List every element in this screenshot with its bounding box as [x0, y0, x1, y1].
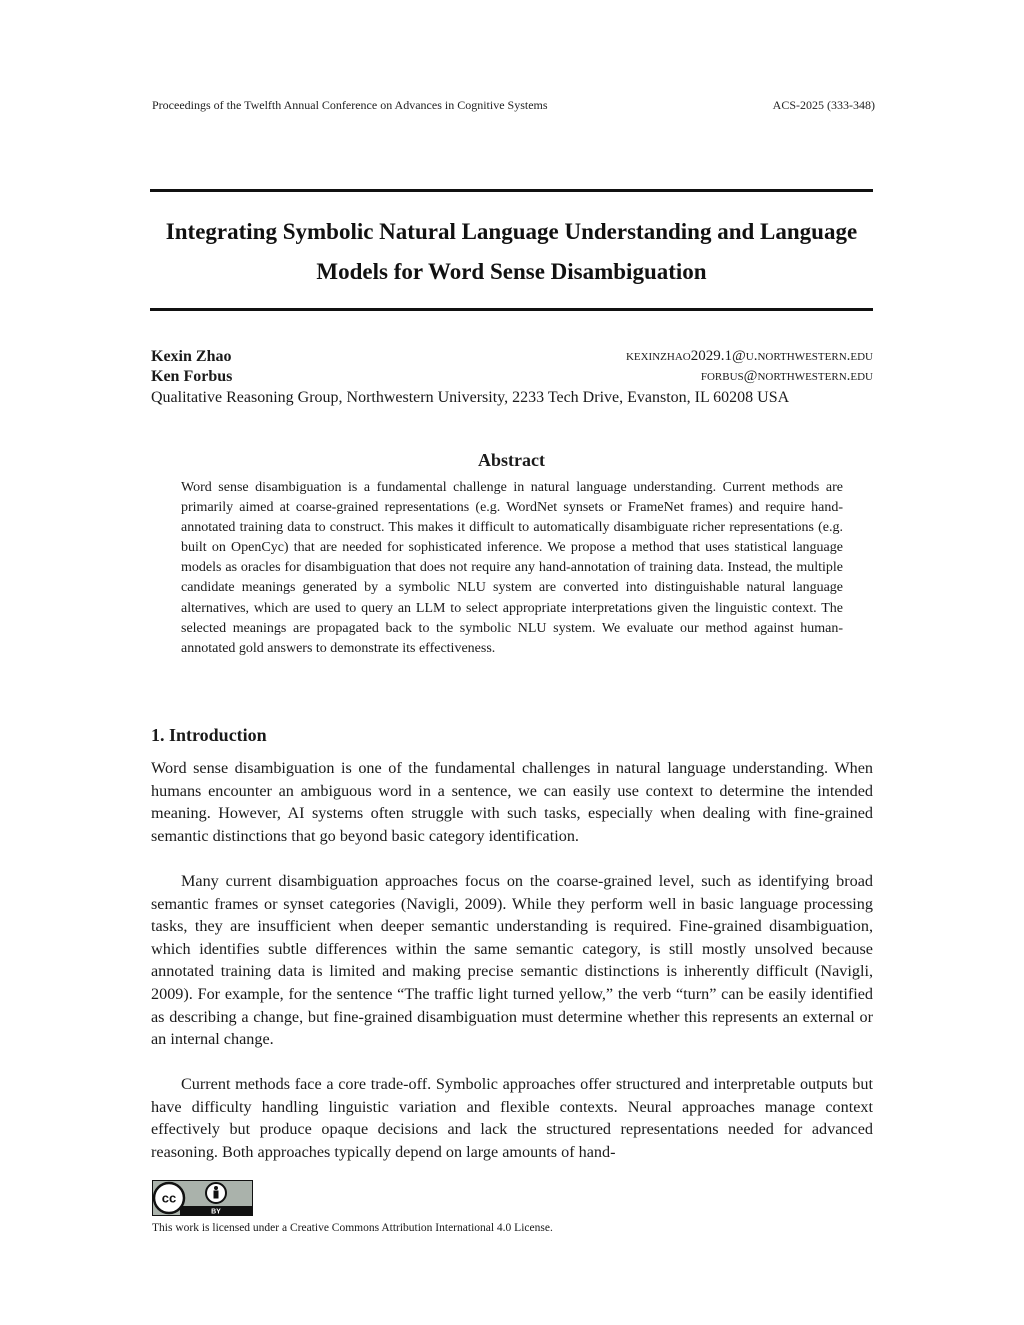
- author-row: [151, 368, 873, 389]
- author-email[interactable]: forbus@northwestern.edu: [700, 368, 873, 384]
- running-header-right: ACS-2025 (333-348): [772, 98, 875, 112]
- cc-by-license-icon[interactable]: [152, 1180, 253, 1216]
- title-line-2: Models for Word Sense Disambiguation: [316, 259, 707, 284]
- by-badge-text: BY: [211, 1208, 221, 1216]
- intro-paragraph-3: Current methods face a core trade-off. Symbolic approaches offer structured and interpretable outputs but have difficulty handling linguistic variation and flexible contexts. Neural approaches manage context effectively but produce opaque decisions and lack the structured representations needed for advanced reasoning. Both approaches typically depend on large amounts of hand-: [151, 1075, 873, 1161]
- section-heading-introduction: 1. Introduction: [151, 725, 267, 745]
- abstract-text: Word sense disambiguation is a fundamental challenge in natural language understanding. Current methods are primarily aimed at coarse-grained representations (e.g. WordNet synsets or FrameNet frames) and require hand-annotated training data to construct. This makes it difficult to automatically disambiguate richer representations (e.g. built on OpenCyc) that are needed for sophisticated inference. We propose a method that uses statistical language models as oracles for disambiguation that does not require any hand-annotation of training data. Instead, the multiple candidate meanings generated by a symbolic NLU system are converted into distinguishable natural language alternatives, which are used to query an LLM to select appropriate interpretations given the linguistic context. The selected meanings are propagated back to the symbolic NLU system. We evaluate our method against human-annotated gold answers to demonstrate its effectiveness.: [181, 480, 843, 656]
- author-name: Kexin Zhao: [151, 348, 232, 365]
- title-line-1: Integrating Symbolic Natural Language Understanding and Language: [165, 219, 858, 244]
- author-name: Ken Forbus: [151, 368, 233, 385]
- license-note: This work is licensed under a Creative Commons Attribution International 4.0 License.: [152, 1222, 553, 1234]
- author-row: [151, 348, 873, 369]
- running-header-left: Proceedings of the Twelfth Annual Conference on Advances in Cognitive Systems: [152, 98, 548, 112]
- paper-title: [150, 212, 873, 292]
- cc-badge-text: cc: [161, 1190, 177, 1206]
- intro-paragraph-2: Many current disambiguation approaches focus on the coarse-grained level, such as identifying broad semantic frames or synset categories (Navigli, 2009). While they perform well in basic language processing tasks, they are insufficient when deeper semantic understanding is required. Fine-grained disambiguation, which identifies subtle differences within the same semantic category, is still mostly unsolved because annotated training data is limited and making precise semantic distinctions is inherently difficult (Navigli, 2009). For example, for the sentence “The traffic light turned yellow,” the verb “turn” can be easily identified as describing a change, but fine-grained disambiguation must determine whether this represents an external or an internal change.: [151, 872, 873, 1049]
- author-email[interactable]: kexinzhao2029.1@u.northwestern.edu: [625, 348, 873, 364]
- title-top-rule: [150, 189, 873, 192]
- affiliation: Qualitative Reasoning Group, Northwestern University, 2233 Tech Drive, Evanston, IL 60208 USA: [151, 389, 790, 406]
- abstract-heading: Abstract: [478, 450, 545, 470]
- title-bottom-rule: [150, 308, 873, 311]
- intro-paragraph-1: Word sense disambiguation is one of the fundamental challenges in natural language understanding. When humans encounter an ambiguous word in a sentence, we can easily use context to determine the intended meaning. However, AI systems often struggle with such tasks, especially when dealing with fine-grained semantic distinctions that go beyond basic category identification.: [151, 759, 873, 845]
